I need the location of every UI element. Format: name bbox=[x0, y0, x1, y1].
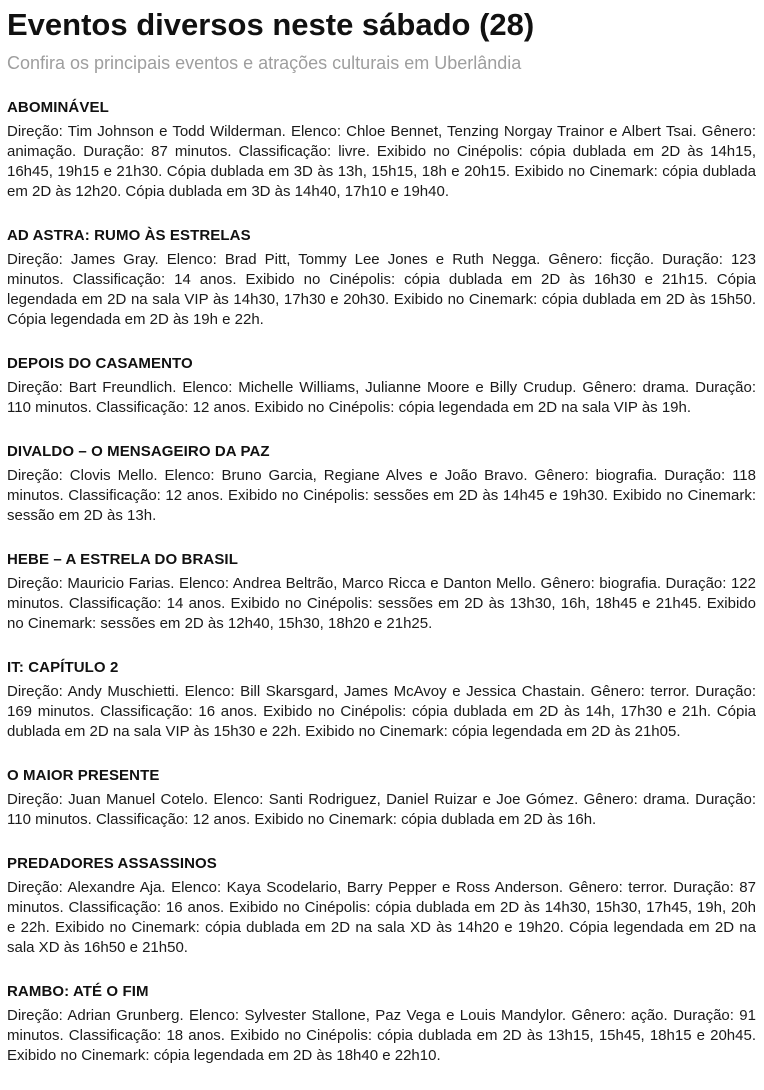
event-title: DEPOIS DO CASAMENTO bbox=[7, 355, 193, 372]
event-description: Direção: Andy Muschietti. Elenco: Bill Skarsgard, James McAvoy e Jessica Chastain. Gênero: terror. Duração: 169 minutos. Classificação: 16 anos. Exibido no Cinépolis: cópia dublada em 2D às 14h, 17h30 e 21h. Cópia dublada em 2D na sala VIP às 15h30 e 22h. Exibido no Cinemark: cópia legendada em 2D às 21h05. bbox=[7, 683, 756, 740]
events-list bbox=[7, 98, 756, 1066]
event-title: ABOMINÁVEL bbox=[7, 99, 109, 116]
event-description: Direção: Adrian Grunberg. Elenco: Sylvester Stallone, Paz Vega e Louis Mandylor. Gênero: ação. Duração: 91 minutos. Classificação: 18 anos. Exibido no Cinépolis: cópia dublada em 2D às 13h15, 15h45, 18h15 e 20h45. Exibido no Cinemark: cópia legendada em 2D às 18h40 e 22h10. bbox=[7, 1007, 756, 1064]
event-description: Direção: Clovis Mello. Elenco: Bruno Garcia, Regiane Alves e João Bravo. Gênero: biografia. Duração: 118 minutos. Classificação: 12 anos. Exibido no Cinépolis: sessões em 2D às 14h45 e 19h30. Exibido no Cinemark: sessão em 2D às 13h. bbox=[7, 467, 756, 524]
event-item bbox=[7, 354, 756, 418]
event-item bbox=[7, 658, 756, 742]
event-description: Direção: Juan Manuel Cotelo. Elenco: Santi Rodriguez, Daniel Ruizar e Joe Gómez. Gênero: drama. Duração: 110 minutos. Classificação: 12 anos. Exibido no Cinemark: cópia dublada em 2D às 16h. bbox=[7, 791, 756, 828]
event-title: AD ASTRA: RUMO ÀS ESTRELAS bbox=[7, 227, 251, 244]
event-title: PREDADORES ASSASSINOS bbox=[7, 855, 217, 872]
event-title: IT: CAPÍTULO 2 bbox=[7, 659, 119, 676]
event-description: Direção: Bart Freundlich. Elenco: Michelle Williams, Julianne Moore e Billy Crudup. Gênero: drama. Duração: 110 minutos. Classificação: 12 anos. Exibido no Cinépolis: cópia legendada em 2D na sala VIP às 19h. bbox=[7, 379, 756, 416]
event-title: DIVALDO – O MENSAGEIRO DA PAZ bbox=[7, 443, 270, 460]
page-title: Eventos diversos neste sábado (28) bbox=[7, 7, 535, 42]
page-subtitle: Confira os principais eventos e atrações culturais em Uberlândia bbox=[7, 53, 522, 73]
event-description: Direção: Mauricio Farias. Elenco: Andrea Beltrão, Marco Ricca e Danton Mello. Gênero: biografia. Duração: 122 minutos. Classificação: 14 anos. Exibido no Cinépolis: sessões em 2D às 13h30, 16h, 18h45 e 21h45. Exibido no Cinemark: sessões em 2D às 12h40, 15h30, 18h20 e 21h25. bbox=[7, 575, 756, 632]
event-item bbox=[7, 442, 756, 526]
event-item bbox=[7, 550, 756, 634]
event-title: RAMBO: ATÉ O FIM bbox=[7, 983, 149, 1000]
event-description: Direção: James Gray. Elenco: Brad Pitt, Tommy Lee Jones e Ruth Negga. Gênero: ficção. Duração: 123 minutos. Classificação: 14 anos. Exibido no Cinépolis: cópia dublada em 2D às 16h30 e 21h15. Cópia legendada em 2D na sala VIP às 14h30, 17h30 e 20h30. Exibido no Cinemark: cópia dublada em 2D às 15h50. Cópia legendada em 2D às 19h e 22h. bbox=[7, 251, 756, 328]
event-title: O MAIOR PRESENTE bbox=[7, 767, 160, 784]
event-item bbox=[7, 226, 756, 330]
event-title: HEBE – A ESTRELA DO BRASIL bbox=[7, 551, 238, 568]
event-item bbox=[7, 982, 756, 1066]
event-item bbox=[7, 766, 756, 830]
event-item bbox=[7, 854, 756, 958]
event-description: Direção: Tim Johnson e Todd Wilderman. Elenco: Chloe Bennet, Tenzing Norgay Trainor e Albert Tsai. Gênero: animação. Duração: 87 minutos. Classificação: livre. Exibido no Cinépolis: cópia dublada em 2D às 14h15, 16h45, 19h15 e 21h30. Cópia dublada em 3D às 13h, 15h15, 18h e 20h15. Exibido no Cinemark: cópia dublada em 2D às 12h20. Cópia dublada em 3D às 14h40, 17h10 e 19h40. bbox=[7, 123, 756, 200]
event-item bbox=[7, 98, 756, 202]
event-description: Direção: Alexandre Aja. Elenco: Kaya Scodelario, Barry Pepper e Ross Anderson. Gênero: terror. Duração: 87 minutos. Classificação: 16 anos. Exibido no Cinépolis: cópia dublada em 2D às 14h30, 15h30, 17h45, 19h, 20h e 22h. Exibido no Cinemark: cópia dublada em 2D na sala XD às 14h20 e 19h20. Cópia legendada em 2D na sala XD às 16h50 e 21h50. bbox=[7, 879, 756, 956]
